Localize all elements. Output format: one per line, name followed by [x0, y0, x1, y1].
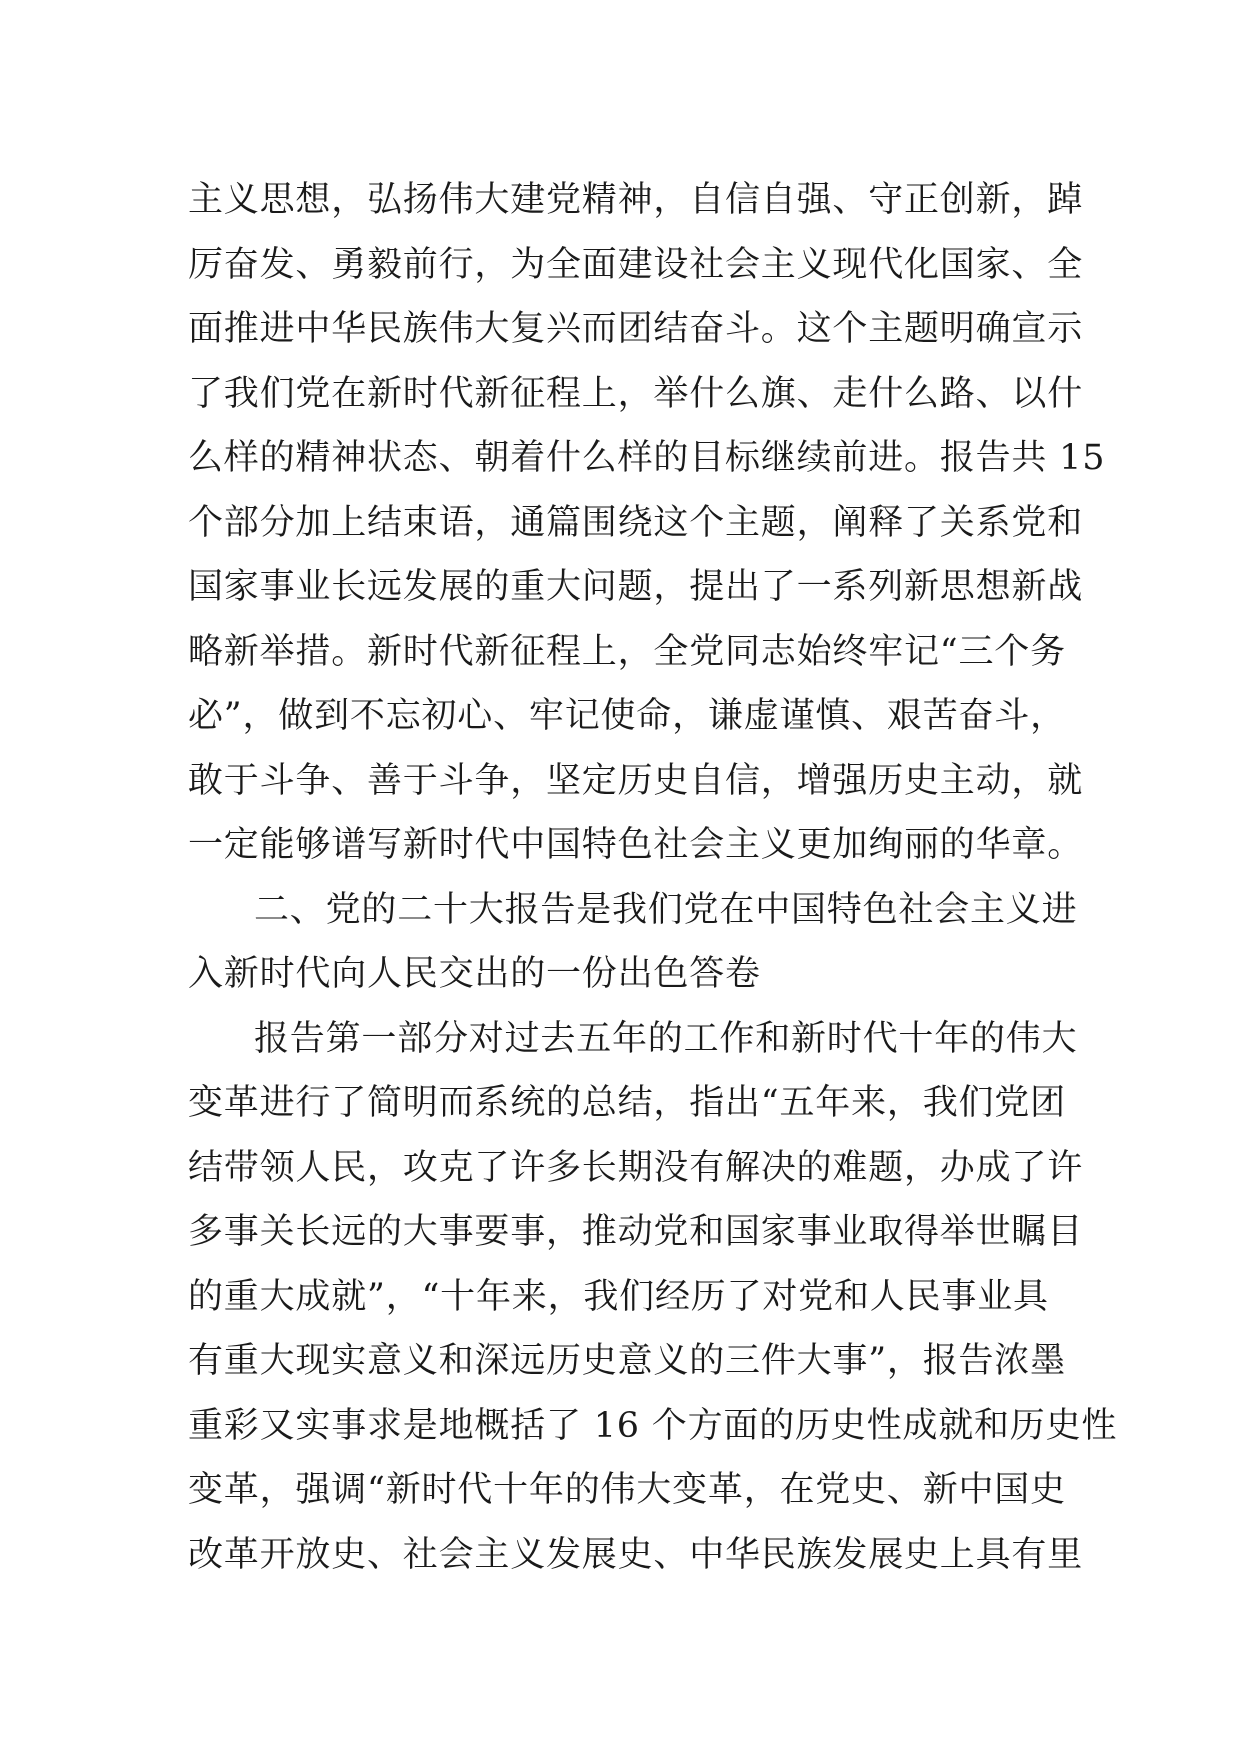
text-line: 有重大现实意义和深远历史意义的三件大事”，报告浓墨 — [188, 1341, 1066, 1381]
text-line: 一定能够谱写新时代中国特色社会主义更加绚丽的华章。 — [188, 825, 1084, 865]
text-line: 个部分加上结束语，通篇围绕这个主题，阐释了关系党和 — [188, 502, 1084, 543]
text-line: 面推进中华民族伟大复兴而团结奋斗。这个主题明确宣示 — [188, 309, 1084, 349]
text-line: 重彩又实事求是地概括了 16 个方面的历史性成就和历史性 — [188, 1405, 1118, 1446]
text-line: 国家事业长远发展的重大问题，提出了一系列新思想新战 — [188, 567, 1084, 607]
text-line: 的重大成就”，“十年来，我们经历了对党和人民事业具 — [188, 1276, 1049, 1317]
text-line: 变革进行了简明而系统的总结，指出“五年来，我们党团 — [188, 1083, 1066, 1123]
section-heading-line: 二、党的二十大报告是我们党在中国特色社会主义进 — [254, 889, 1078, 930]
text-line: 主义思想，弘扬伟大建党精神，自信自强、守正创新，踔 — [188, 180, 1084, 220]
body-text — [188, 168, 1118, 1587]
text-line: 了我们党在新时代新征程上，举什么旗、走什么路、以什 — [188, 373, 1084, 414]
text-line: 必”，做到不忘初心、牢记使命，谦虚谨慎、艰苦奋斗， — [188, 696, 1066, 736]
text-line: 多事关长远的大事要事，推动党和国家事业取得举世瞩目 — [188, 1212, 1084, 1252]
text-line: 敢于斗争、善于斗争，坚定历史自信，增强历史主动，就 — [188, 760, 1084, 801]
text-line: 略新举措。新时代新征程上，全党同志始终牢记“三个务 — [188, 631, 1066, 672]
text-line: 改革开放史、社会主义发展史、中华民族发展史上具有里 — [188, 1534, 1084, 1575]
text-line: 厉奋发、勇毅前行，为全面建设社会主义现代化国家、全 — [188, 244, 1084, 285]
text-line: 结带领人民，攻克了许多长期没有解决的难题，办成了许 — [188, 1147, 1084, 1188]
text-line: 么样的精神状态、朝着什么样的目标继续前进。报告共 15 — [188, 438, 1106, 478]
text-line: 变革，强调“新时代十年的伟大变革，在党史、新中国史 — [188, 1470, 1066, 1510]
paragraph-start-line: 报告第一部分对过去五年的工作和新时代十年的伟大 — [254, 1018, 1078, 1059]
section-heading-line: 入新时代向人民交出的一份出色答卷 — [188, 954, 761, 994]
